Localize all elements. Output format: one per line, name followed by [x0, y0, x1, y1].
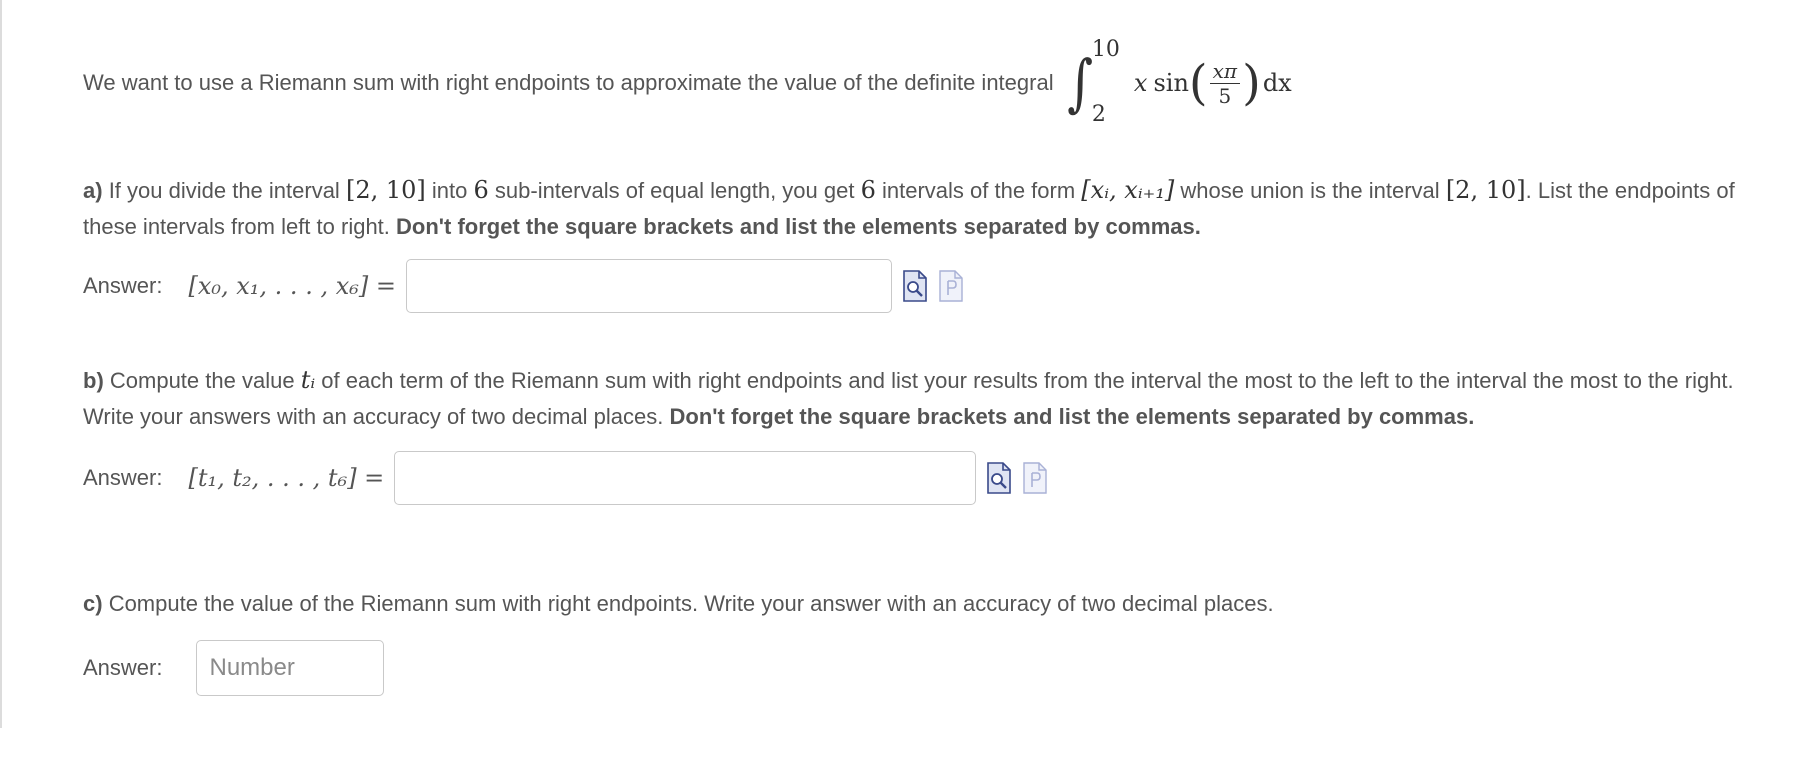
answer-label: Answer:	[83, 655, 163, 680]
interval2-math: [2, 10]	[1445, 176, 1526, 204]
part-a-text	[83, 172, 1773, 245]
formula-editor-icon[interactable]	[1022, 462, 1048, 494]
part-a-t1: If you divide the interval	[108, 178, 340, 203]
part-b-t2: of each term of the Riemann sum with right endpoints and list your results from the interval the most to the left to the interval the most to the right. Write your answers with an accuracy of two decimal places.	[83, 368, 1734, 429]
part-a-t5: whose union is the interval	[1180, 178, 1440, 203]
integral-limits	[1091, 37, 1120, 127]
integral-expression	[1064, 37, 1292, 127]
preview-icon[interactable]	[902, 270, 928, 302]
terms-input[interactable]	[394, 451, 976, 505]
interval-form-math: [xᵢ, xᵢ₊₁]	[1081, 176, 1175, 204]
part-b-t1: Compute the value	[109, 368, 295, 393]
part-a-t3: sub-intervals of equal length, you get	[494, 178, 855, 203]
fraction	[1210, 59, 1240, 108]
part-b	[83, 362, 1773, 505]
answer-label: Answer:	[83, 465, 163, 490]
left-paren: (	[1188, 55, 1208, 111]
part-c	[83, 586, 1773, 696]
formula-editor-icon[interactable]	[938, 270, 964, 302]
interval-math: [2, 10]	[345, 176, 426, 204]
part-a-prefix: a)	[83, 178, 103, 203]
preview-icon[interactable]	[986, 462, 1012, 494]
answer-math-a: [x₀, x₁, . . . , x₆] =	[188, 272, 396, 300]
answer-math-b: [t₁, t₂, . . . , t₆] =	[188, 464, 385, 492]
n2-math: 6	[860, 176, 876, 204]
part-a-t6: . List the endpoints of these intervals from left to right.	[83, 178, 1735, 239]
part-c-text	[83, 586, 1773, 622]
answer-label: Answer:	[83, 273, 163, 298]
right-paren: )	[1242, 55, 1261, 111]
part-b-bold: Don't forget the square brackets and list the elements separated by commas.	[669, 404, 1475, 429]
endpoints-input[interactable]	[406, 259, 892, 313]
upper-limit: 10	[1091, 37, 1120, 62]
intro-text: We want to use a Riemann sum with right endpoints to approximate the value of the definite integral	[83, 70, 1054, 95]
differential: dx	[1262, 69, 1292, 97]
part-a-t4: intervals of the form	[881, 178, 1076, 203]
left-border	[0, 0, 2, 728]
part-b-answer-row	[83, 451, 1773, 505]
part-c-answer-row	[83, 640, 1773, 696]
ti-math: tᵢ	[300, 366, 316, 394]
sin-function: sin	[1153, 69, 1189, 97]
n-math: 6	[473, 176, 489, 204]
question-intro	[83, 38, 1292, 128]
integral-sign: ∫	[1066, 46, 1093, 119]
part-b-prefix: b)	[83, 368, 104, 393]
fraction-numerator: xπ	[1210, 59, 1240, 84]
fraction-denominator: 5	[1218, 83, 1232, 108]
part-a-bold: Don't forget the square brackets and list the elements separated by commas.	[396, 214, 1201, 239]
part-a-t2: into	[431, 178, 468, 203]
integrand	[1133, 55, 1292, 111]
lower-limit: 2	[1091, 102, 1106, 127]
part-c-prefix: c)	[83, 591, 103, 616]
integrand-x: x	[1133, 69, 1148, 97]
riemann-sum-input[interactable]	[196, 640, 384, 696]
part-a-answer-row	[83, 259, 1773, 313]
part-c-t1: Compute the value of the Riemann sum with right endpoints. Write your answer with an accuracy of two decimal places.	[108, 591, 1274, 616]
part-a	[83, 172, 1773, 313]
part-b-text	[83, 362, 1773, 435]
